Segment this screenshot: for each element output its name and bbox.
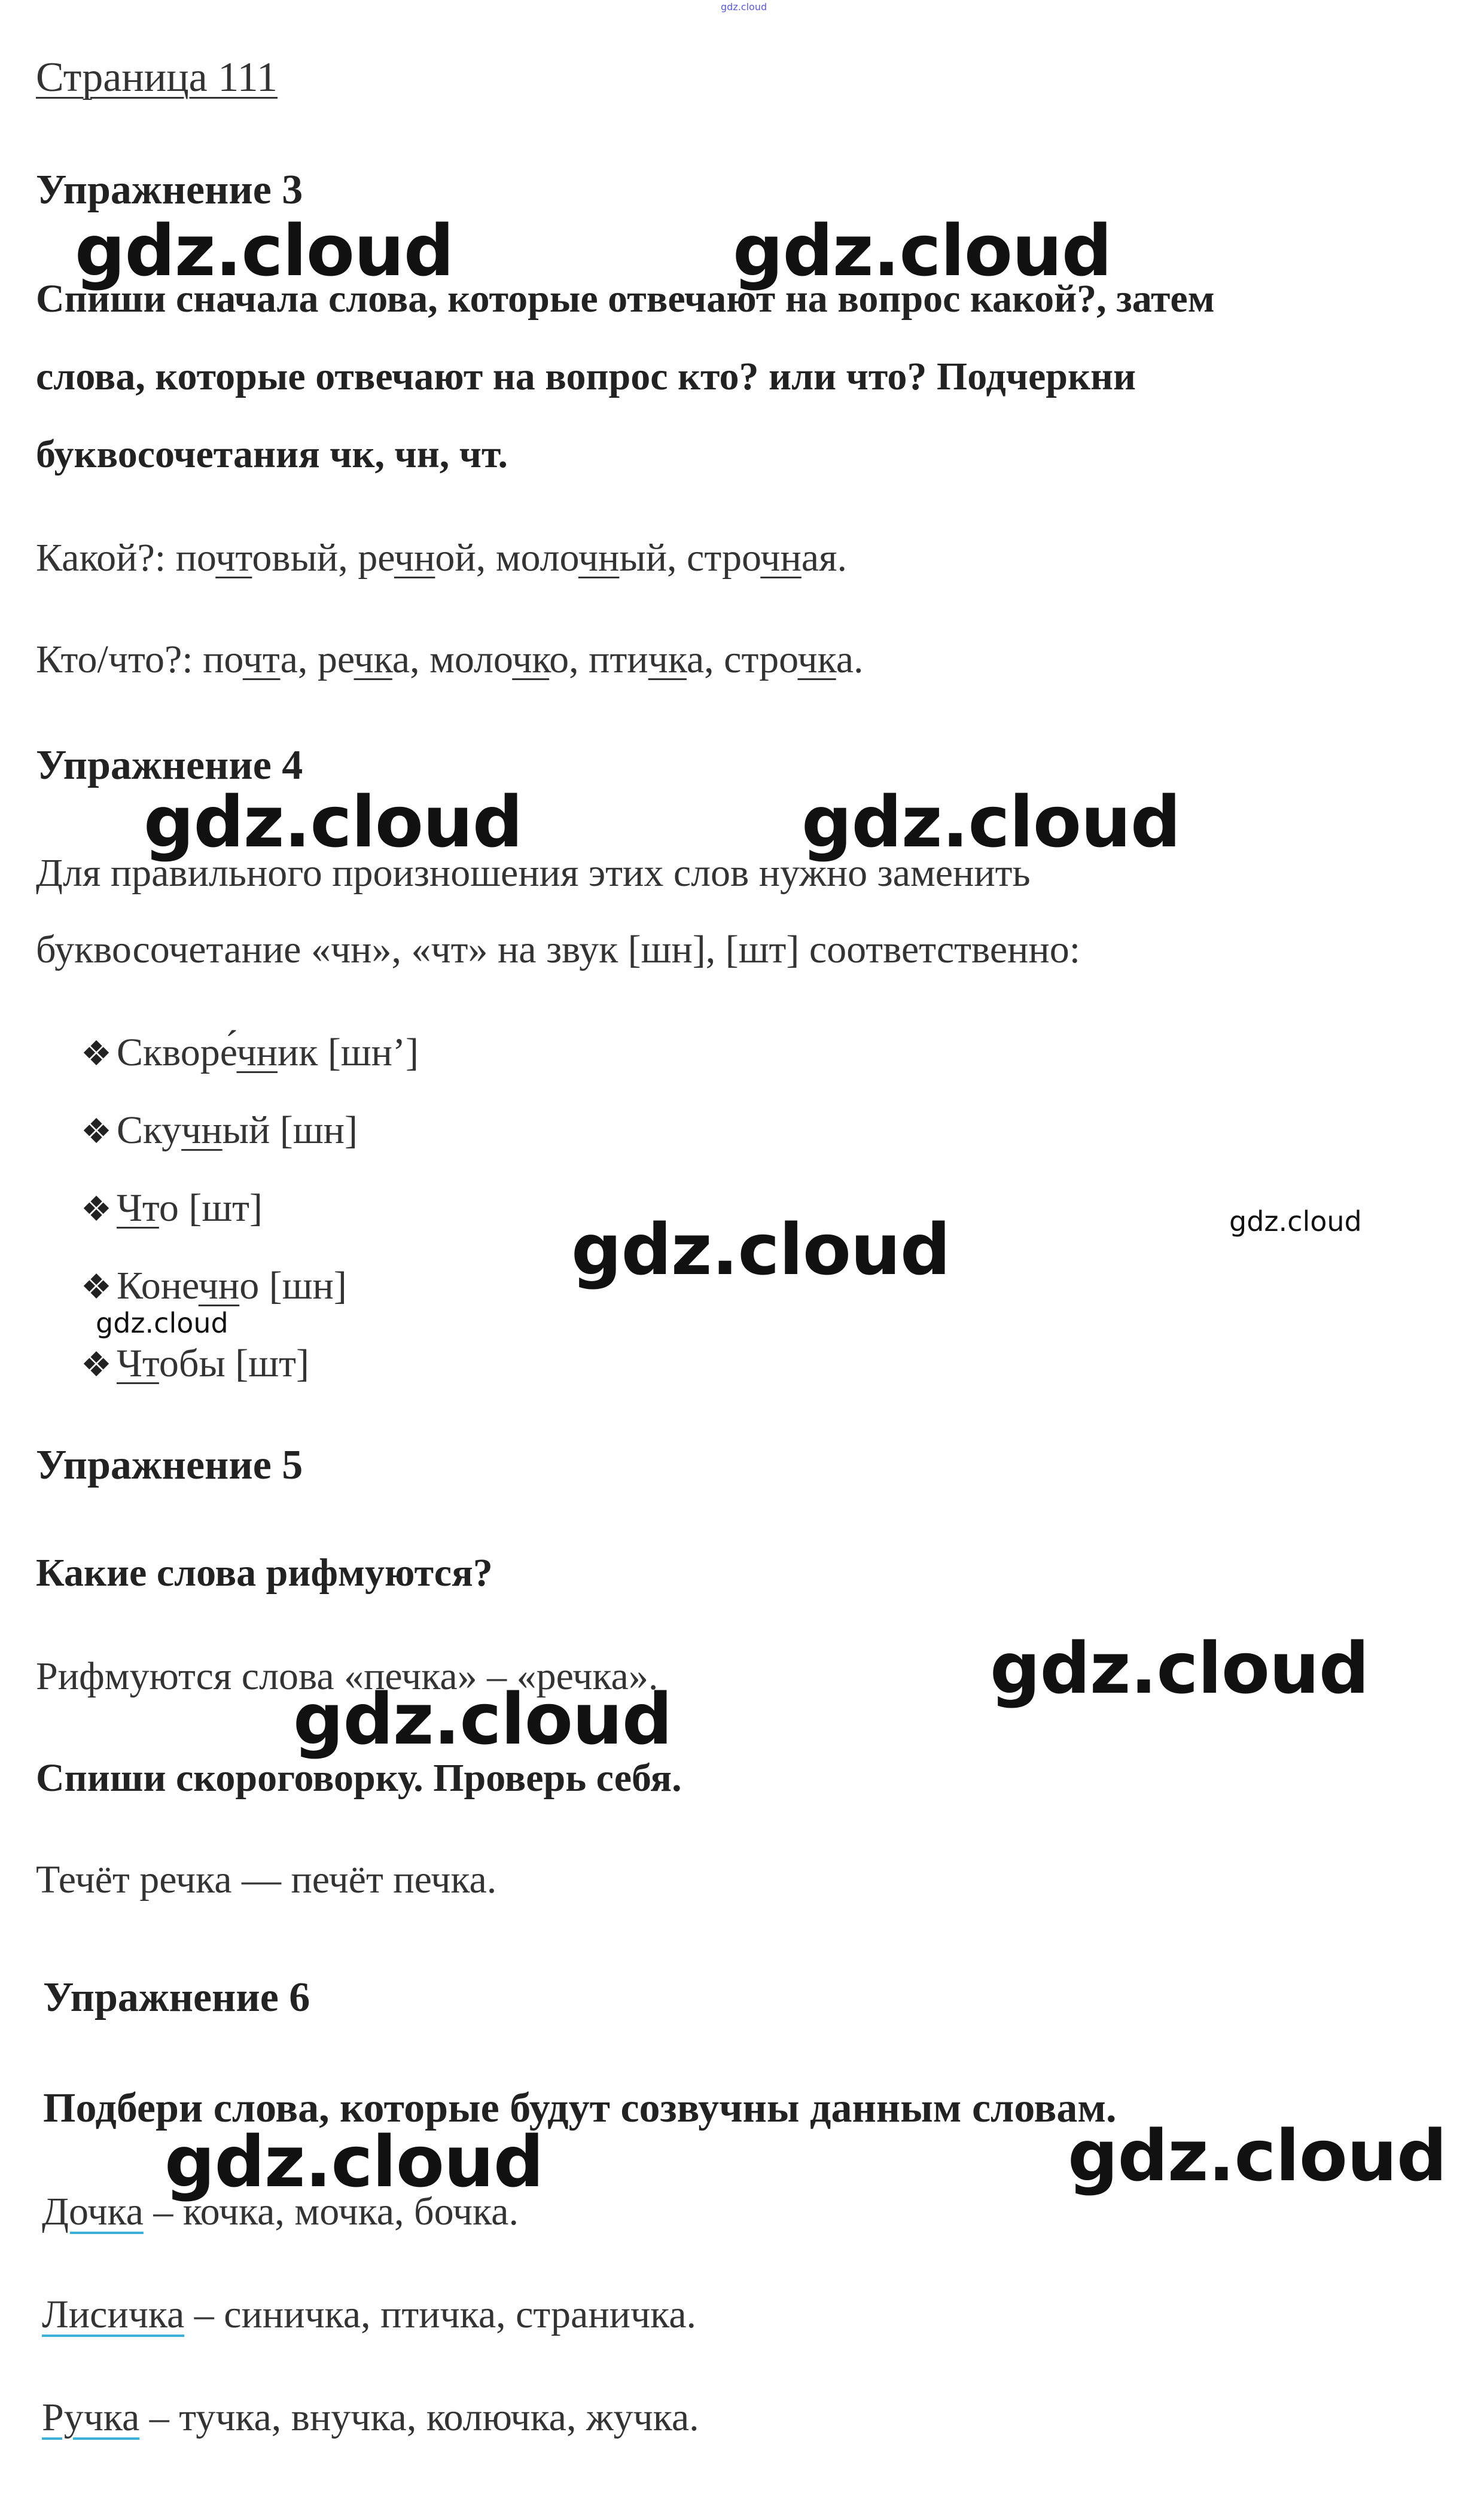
exercise-3-task-line-3: буквосочетания чк, чн, чт. xyxy=(36,432,508,476)
exercise-3-answer-nouns xyxy=(36,637,863,682)
watermark-logo: gdz.cloud xyxy=(802,781,1181,863)
text-segment: обы [шт] xyxy=(159,1342,309,1385)
underlined-letters: чн xyxy=(394,536,435,580)
underlined-letters: чк xyxy=(512,638,550,681)
text-segment: а, ре xyxy=(280,638,354,681)
exercise-5-answer-1: Рифмуются слова «печка» – «речка». xyxy=(36,1654,659,1698)
watermark-logo: gdz.cloud xyxy=(571,1208,950,1291)
underlined-letters: чн xyxy=(181,1108,223,1152)
text-segment: а, моло xyxy=(392,638,513,681)
exercise-6-rhymes: – тучка, внучка, колючка, жучка. xyxy=(139,2396,699,2439)
text-segment: Коне xyxy=(117,1264,199,1308)
watermark-logo: gdz.cloud xyxy=(733,209,1112,292)
list-item-text xyxy=(117,1186,263,1230)
list-item xyxy=(81,1186,263,1231)
underlined-letters: чн xyxy=(760,536,802,580)
list-item-text xyxy=(117,1342,309,1385)
exercise-4-text-line-1: Для правильного произношения этих слов нужно заменить xyxy=(36,851,1031,895)
watermark-logo: gdz.cloud xyxy=(293,1678,672,1760)
exercise-5-question-2: Спиши скороговорку. Проверь себя. xyxy=(36,1756,682,1800)
exercise-6-row xyxy=(42,2395,699,2440)
exercise-3-task-line-1: Спиши сначала слова, которые отвечают на вопрос какой?, затем xyxy=(36,277,1215,321)
exercise-6-row xyxy=(42,2292,696,2338)
diamond-bullet-icon: ❖ xyxy=(81,1190,112,1229)
text-segment: о [шн] xyxy=(239,1264,347,1308)
text-segment: Кто/что?: по xyxy=(36,638,243,681)
list-item xyxy=(81,1030,419,1075)
watermark-logo: gdz.cloud xyxy=(96,1307,228,1339)
list-item-text xyxy=(117,1108,358,1152)
exercise-3-task-line-2: слова, которые отвечают на вопрос кто? или что? Подчеркни xyxy=(36,355,1136,398)
text-segment: ый, стро xyxy=(619,536,761,580)
underlined-letters: чк xyxy=(648,638,687,681)
text-segment: Какой?: по xyxy=(36,536,216,580)
underlined-letters: чк xyxy=(797,638,836,681)
underlined-letters: чн xyxy=(198,1264,240,1308)
text-segment: о, пти xyxy=(549,638,648,681)
underlined-letters: чн xyxy=(236,1031,278,1074)
underlined-letters: чн xyxy=(578,536,620,580)
text-segment: а, стро xyxy=(686,638,798,681)
list-item-text xyxy=(117,1264,347,1308)
exercise-6-task: Подбери слова, которые будут созвучны данным словам. xyxy=(43,2085,1117,2131)
exercise-6-word: Ручка xyxy=(42,2396,140,2439)
exercise-5-answer-2: Течёт речка — печёт печка. xyxy=(36,1858,497,1901)
exercise-4-text-line-2: буквосочетание «чн», «чт» на звук [шн], [шт] соответственно: xyxy=(36,928,1081,971)
list-item xyxy=(81,1341,309,1386)
underlined-letters: чт xyxy=(242,638,281,681)
exercise-6-word: Дочка xyxy=(42,2190,144,2233)
watermark-logo: gdz.cloud xyxy=(75,209,454,292)
exercise-6-title: Упражнение 6 xyxy=(43,1974,310,2021)
text-segment: а. xyxy=(836,638,864,681)
text-segment: о [шт] xyxy=(159,1186,263,1230)
watermark-logo: gdz.cloud xyxy=(990,1627,1369,1709)
text-segment: овый, ре xyxy=(252,536,394,580)
underlined-letters: чк xyxy=(354,638,392,681)
watermark-logo: gdz.cloud xyxy=(164,2120,544,2203)
text-segment: ой, моло xyxy=(435,536,578,580)
watermark-logo: gdz.cloud xyxy=(144,781,523,863)
underlined-letters: Чт xyxy=(117,1186,159,1230)
top-watermark: gdz.cloud xyxy=(721,1,767,13)
text-segment: Ску xyxy=(117,1108,182,1152)
exercise-3-title: Упражнение 3 xyxy=(36,167,303,213)
text-segment: ик [шн’] xyxy=(277,1031,419,1074)
exercise-5-question-1: Какие слова рифмуются? xyxy=(36,1551,493,1595)
diamond-bullet-icon: ❖ xyxy=(81,1034,112,1073)
list-item xyxy=(81,1263,347,1309)
exercise-6-word: Лисичка xyxy=(42,2293,185,2336)
watermark-logo: gdz.cloud xyxy=(1229,1205,1362,1238)
diamond-bullet-icon: ❖ xyxy=(81,1345,112,1384)
diamond-bullet-icon: ❖ xyxy=(81,1267,112,1306)
watermark-logo: gdz.cloud xyxy=(1068,2114,1447,2197)
exercise-5-title: Упражнение 5 xyxy=(36,1442,303,1488)
exercise-3-answer-adjectives xyxy=(36,535,847,581)
exercise-6-rhymes: – кочка, мочка, бочка. xyxy=(143,2190,519,2233)
diamond-bullet-icon: ❖ xyxy=(81,1112,112,1151)
exercise-6-rhymes: – синичка, птичка, страничка. xyxy=(184,2293,697,2336)
page-link[interactable]: Страница 111 xyxy=(36,54,278,100)
text-segment: ая. xyxy=(801,536,847,580)
exercise-4-title: Упражнение 4 xyxy=(36,742,303,788)
underlined-letters: Чт xyxy=(117,1342,159,1385)
text-segment: ый [шн] xyxy=(222,1108,358,1152)
list-item xyxy=(81,1108,358,1153)
text-segment: Скворе́ xyxy=(117,1031,237,1074)
underlined-letters: чт xyxy=(215,536,252,580)
list-item-text xyxy=(117,1031,419,1074)
